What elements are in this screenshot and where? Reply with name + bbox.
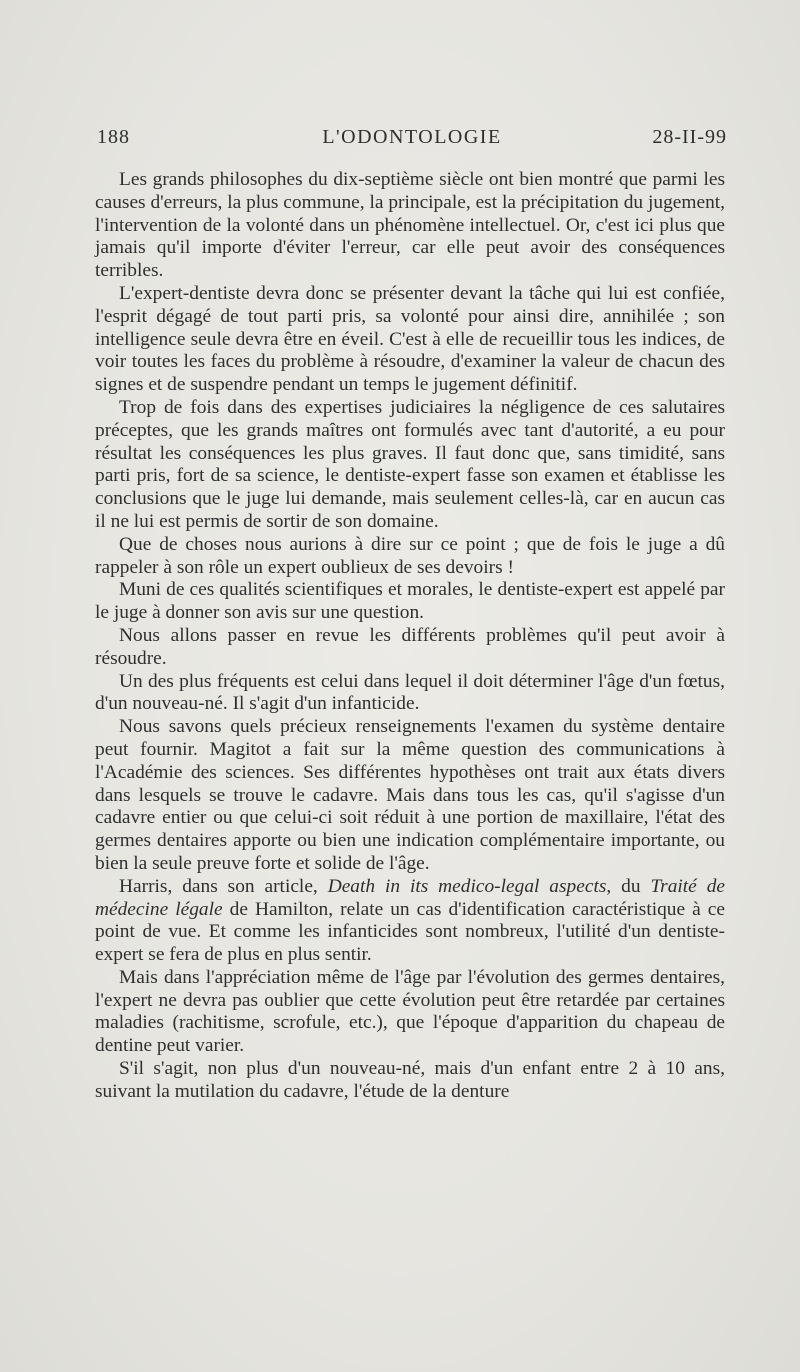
article-title-italic: Death in its medico-legal aspects [327,875,607,897]
book-title-italic: Traité de médecine légale [95,875,725,920]
citation-lead: Harris, dans son article, [119,875,328,897]
paragraph: S'il s'agit, non plus d'un nouveau-né, mais d'un enfant entre 2 à 10 ans, suivant la mutilation du cadavre, l'étude de la denture [95,1058,725,1102]
paragraph: Les grands philosophes du dix-septième siècle ont bien montré que parmi les causes d'erreurs, la plus commune, la principale, est la précipitation du jugement, l'intervention de la volonté dans un phénomène intellectuel. Or, c'est ici plus que jamais qu'il importe d'éviter l'erreur, car elle peut avoir des conséquences terribles. [95,169,725,282]
citation-rest: de Hamilton, relate un cas d'identification caractéristique à ce point de vue. Et comme les infanticides sont nombreux, l'utilité d'un dentiste-expert se fera de plus en plus sentir. [95,898,725,966]
page-number: 188 [97,126,130,148]
paragraph: Nous savons quels précieux renseignements l'examen du système dentaire peut fournir. Magitot a fait sur la même question des communications à l'Académie des sciences. Ses différentes hypothèses ont trait aux états divers dans lesquels se trouve le cadavre. Mais dans tous les cas, qu'il s'agisse d'un cadavre entier ou que celui-ci soit réduit à une portion de maxillaire, l'état des germes dentaires apporte ou bien une indication complémentaire importante, ou bien la seule preuve forte et solide de l'âge. [95,716,725,874]
journal-title: L'ODONTOLOGIE [322,126,502,148]
paragraph: Nous allons passer en revue les différents problèmes qu'il peut avoir à résoudre. [95,624,725,669]
paragraph: Mais dans l'appréciation même de l'âge par l'évolution des germes dentaires, l'expert ne devra pas oublier que cette évolution peut être retardée par certaines maladies (rachitisme, scrofule, etc.), que l'époque d'apparition du chapeau de dentine peut varier. [95,966,725,1057]
issue-date: 28-II-99 [652,126,727,148]
citation-mid: , du [606,875,651,897]
paragraph: Trop de fois dans des expertises judiciaires la négligence de ces salutaires préceptes, que les grands maîtres ont formulés avec tant d'autorité, a eu pour résultat les conséquences les plus graves. Il faut donc que, sans timidité, sans parti pris, fort de sa science, le dentiste-expert fasse son examen et établisse les conclusions que le juge lui demande, mais seulement celles-là, car en aucun cas il ne lui est permis de sortir de son domaine. [95,396,725,532]
paragraph: L'expert-dentiste devra donc se présenter devant la tâche qui lui est confiée, l'esprit dégagé de tout parti pris, sa volonté pour ainsi dire, annihilée ; son intelligence seule devra être en éveil. C'est à elle de recueillir tous les indices, de voir toutes les faces du problème à résoudre, d'examiner la valeur de chacun des signes et de suspendre pendant un temps le jugement définitif. [95,282,725,396]
paragraph: Un des plus fréquents est celui dans lequel il doit déterminer l'âge d'un fœtus, d'un nouveau-né. Il s'agit d'un infanticide. [95,670,725,715]
paragraph: Muni de ces qualités scientifiques et morales, le dentiste-expert est appelé par le juge à donner son avis sur une question. [95,579,725,624]
article-body [95,169,725,1104]
paragraph-citation [95,876,725,967]
paragraph: Que de choses nous aurions à dire sur ce point ; que de fois le juge a dû rappeler à son rôle un expert oublieux de ses devoirs ! [95,533,725,578]
running-header [97,126,727,156]
